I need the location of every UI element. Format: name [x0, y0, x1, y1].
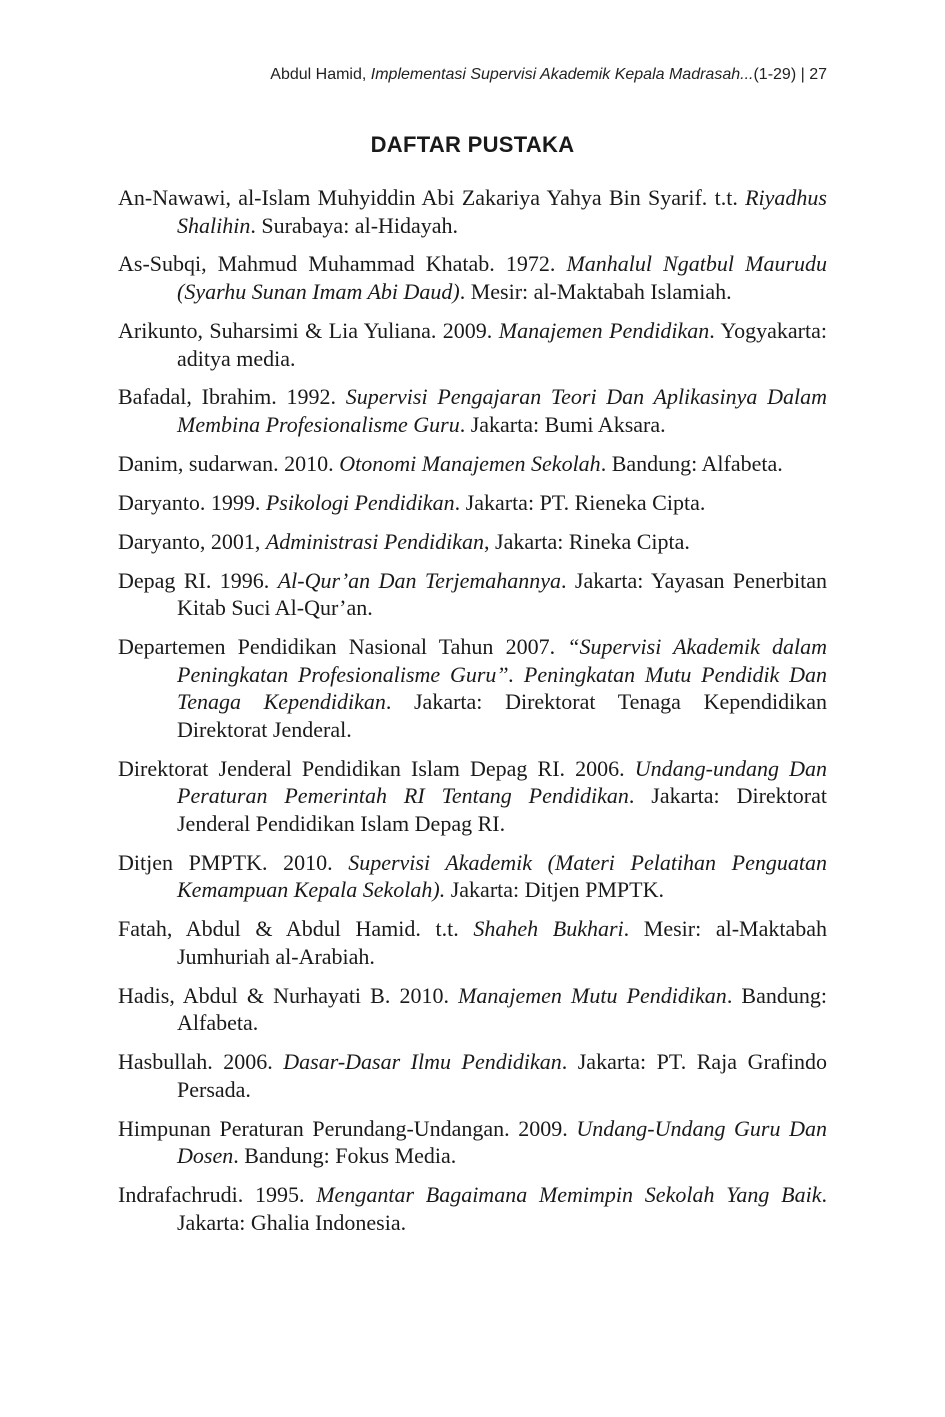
reference-publisher: . Jakarta: Direktorat Tenaga Kependidikan Direktorat Jenderal. — [177, 689, 827, 742]
reference-entry — [118, 528, 827, 556]
reference-publisher: . Jakarta: PT. Rieneka Cipta. — [454, 489, 706, 515]
reference-author-year: Indrafachrudi. 1995. — [118, 1182, 317, 1208]
reference-entry — [118, 450, 827, 478]
reference-publisher: . Bandung: Alfabeta. — [600, 450, 783, 476]
reference-entry — [118, 317, 827, 372]
reference-publisher: . Bandung: Alfabeta. — [177, 982, 827, 1036]
reference-title: Psikologi Pendidikan — [265, 489, 455, 515]
reference-entry — [118, 633, 827, 743]
reference-author-year: An-Nawawi, al-Islam Muhyiddin Abi Zakariya Yahya Bin Syarif. t.t. — [118, 185, 746, 210]
reference-title: Riyadhus Shalihin — [177, 185, 827, 238]
reference-author-year: Himpunan Peraturan Perundang-Undangan. 2009. — [118, 1115, 577, 1141]
reference-entry — [118, 567, 827, 622]
reference-title: Shaheh Bukhari — [473, 916, 624, 942]
header-page-number: 27 — [809, 66, 827, 83]
section-title: DAFTAR PUSTAKA — [370, 132, 575, 157]
reference-title: Supervisi Akademik (Materi Pelatihan Penguatan Kemampuan Kepala Sekolah). — [177, 849, 827, 903]
reference-title: Dasar-Dasar Ilmu Pendidikan — [283, 1049, 562, 1075]
reference-entry — [118, 915, 827, 970]
reference-author-year: Bafadal, Ibrahim. 1992. — [118, 384, 346, 410]
reference-publisher: . Surabaya: al-Hidayah. — [250, 212, 459, 238]
reference-entry — [118, 1181, 827, 1236]
reference-entry — [118, 250, 827, 305]
reference-title: Supervisi Pengajaran Teori Dan Aplikasinya Dalam Membina Profesionalisme Guru — [177, 384, 827, 438]
reference-author-year: Hasbullah. 2006. — [118, 1049, 284, 1075]
reference-entry — [118, 184, 827, 239]
reference-author-year: As-Subqi, Mahmud Muhammad Khatab. 1972. — [118, 251, 567, 277]
reference-publisher: . Mesir: al-Maktabah Islamiah. — [459, 279, 732, 305]
reference-title: Manhalul Ngatbul Maurudu (Syarhu Sunan Imam Abi Daud) — [177, 251, 828, 305]
reference-author-year: Daryanto. 1999. — [118, 489, 266, 515]
reference-entry — [118, 1115, 827, 1170]
running-header — [270, 66, 827, 84]
reference-author-year: Depag RI. 1996. — [118, 567, 278, 593]
reference-entry — [118, 849, 827, 904]
reference-title: Al-Qur’an Dan Terjemahannya — [277, 567, 561, 593]
header-article-title: Implementasi Supervisi Akademik Kepala Madrasah... — [370, 66, 754, 83]
reference-publisher: , Jakarta: Rineka Cipta. — [484, 528, 690, 554]
reference-title: Undang-Undang Guru Dan Dosen — [177, 1115, 827, 1169]
reference-title: Manajemen Pendidikan — [498, 317, 710, 343]
reference-publisher: . Jakarta: Bumi Aksara. — [459, 412, 666, 438]
reference-publisher: . Jakarta: Yayasan Penerbitan Kitab Suci Al-Qur’an. — [177, 567, 827, 621]
header-pages: (1-29) — [753, 66, 797, 83]
reference-author-year: Fatah, Abdul & Abdul Hamid. t.t. — [118, 916, 474, 942]
reference-publisher: . Jakarta: Ghalia Indonesia. — [177, 1182, 827, 1235]
reference-title: Manajemen Mutu Pendidikan — [458, 982, 727, 1008]
reference-author-year: Hadis, Abdul & Nurhayati B. 2010. — [118, 982, 459, 1008]
reference-title: Otonomi Manajemen Sekolah — [339, 450, 601, 476]
reference-author-year: Direktorat Jenderal Pendidikan Islam Depag RI. 2006. — [118, 755, 635, 781]
reference-entry — [118, 489, 827, 517]
reference-title: Administrasi Pendidikan — [265, 528, 485, 554]
reference-publisher: . Jakarta: PT. Raja Grafindo Persada. — [177, 1049, 827, 1102]
reference-publisher: Jakarta: Ditjen PMPTK. — [445, 877, 664, 903]
reference-title: Undang-undang Dan Peraturan Pemerintah RI Tentang Pendidikan — [177, 755, 827, 809]
reference-author-year: Departemen Pendidikan Nasional Tahun 2007. — [118, 634, 568, 660]
reference-publisher: . Mesir: al-Maktabah Jumhuriah al-Arabiah. — [177, 916, 827, 969]
reference-author-year: Daryanto, 2001, — [118, 528, 266, 554]
reference-author-year: Danim, sudarwan. 2010. — [118, 450, 340, 476]
header-author: Abdul Hamid, — [270, 66, 371, 83]
reference-publisher: . Yogyakarta: aditya media. — [177, 317, 827, 371]
reference-publisher: . Jakarta: Direktorat Jenderal Pendidikan Islam Depag RI. — [177, 783, 827, 836]
header-separator: | — [796, 66, 810, 83]
reference-title: “Supervisi Akademik dalam Peningkatan Profesionalisme Guru”. Peningkatan Mutu Pendidik Dan Tenaga Kependidikan — [177, 634, 827, 715]
reference-entry — [118, 1048, 827, 1103]
reference-entry — [118, 982, 827, 1037]
reference-entry — [118, 755, 827, 838]
reference-author-year: Arikunto, Suharsimi & Lia Yuliana. 2009. — [118, 317, 499, 343]
reference-list — [118, 184, 827, 1248]
reference-author-year: Ditjen PMPTK. 2010. — [118, 849, 349, 875]
reference-title: Mengantar Bagaimana Memimpin Sekolah Yang Baik — [316, 1182, 822, 1208]
reference-publisher: . Bandung: Fokus Media. — [233, 1143, 457, 1169]
reference-entry — [118, 383, 827, 438]
